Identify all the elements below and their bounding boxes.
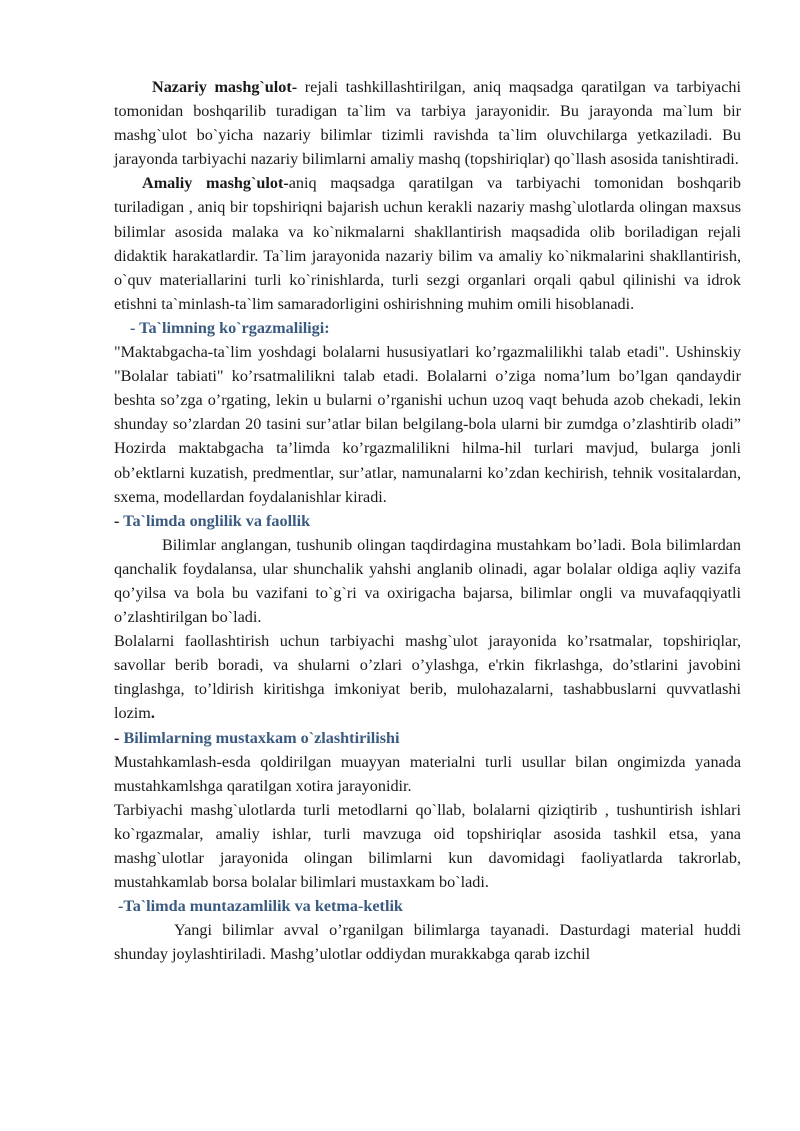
paragraph-text: Bolalarni faollashtirish uchun tarbiyachi mashg`ulot jarayonida ko’rsatmalar, topshiriqlar, savollar berib boradi, va shularni o’zlari o’ylashga, e'rkin fikrlashga, do’stlarini javobini tinglashga, to’ldirish kiritishga imkoniyat berib, mulohazalarni, tashabbuslarni quvvatlashi lozim [114, 632, 741, 723]
paragraph-faollashtirish [114, 629, 741, 725]
section-heading-muntazamlilik [114, 894, 741, 918]
heading-text: Bilimlarning mustaxkam o`zlashtirilishi [123, 728, 400, 747]
paragraph-mustahkamlash: Mustahkamlash-esda qoldirilgan muayyan materialni turli usullar bilan ongimizda yanada mustahkamlshga qaratilgan xotira jarayonidir. [114, 752, 741, 795]
section-heading-korgazmalilik [114, 316, 741, 340]
document-page [114, 75, 741, 966]
heading-dash: - [114, 728, 124, 747]
section-heading-mustaxkam [114, 726, 741, 750]
heading-dash: - [118, 897, 124, 916]
paragraph-nazariy-mashgulot [114, 75, 741, 171]
heading-text: Ta`limda onglilik va faollik [123, 511, 311, 530]
paragraph-korgazmalilik: "Maktabgacha-ta`lim yoshdagi bolalarni hususiyatlari ko’rgazmalilikhi talab etadi". Ushinskiy "Bolalar tabiati" ko’rsatmalilikni talab etadi. Bolalarni o’ziga noma’lum bo’lgan qandaydir beshta so’zga o’rgating, lekin u bularni o’rganishi uchun uzoq vaqt behuda azob chekadi, lekin shunday so’zlardan 20 tasini sur’atlar bilan belgilang-bola ularni bir zumdga o’zlashtirib oladi” Hozirda maktabgacha ta’limda ko’rgazmalilikni hilma-hil turlari mavjud, bularga jonli ob’ektlarni kuzatish, predmentlar, sur’atlar, namunalarni ko’zdan kechirish, tehnik vositalardan, sxema, modellardan foydalanishlar kiradi. [114, 343, 741, 506]
paragraph-yangi-bilimlar: Yangi bilimlar avval o’rganilgan bilimlarga tayanadi. Dasturdagi material huddi shunday joylashtiriladi. Mashg’ulotlar oddiydan murakkabga qarab izchil [114, 921, 741, 964]
paragraph-end-period: . [150, 704, 155, 723]
term-nazariy-mashgulot: Nazariy mashg`ulot- [152, 78, 298, 96]
heading-dash: - [130, 318, 140, 337]
section-heading-onglilik-faollik [114, 509, 741, 533]
paragraph-tarbiyachi: Tarbiyachi mashg`ulotlarda turli metodlarni qo`llab, bolalarni qiziqtirib , tushuntirish ishlari ko`rgazmalar, amaliy ishlar, turli mavzuga oid topshiriqlar asosida tashkil etsa, yana mashg`ulotlar jarayonida olingan bilimlarni kun davomidagi faoliyatlarda takrorlab, mustahkamlab borsa bolalar bilimlari mustaxkam bo`ladi. [114, 800, 741, 892]
paragraph-onglilik: Bilimlar anglangan, tushunib olingan taqdirdagina mustahkam bo’ladi. Bola bilimlardan qanchalik foydalansa, ular shunchalik yahshi anglanib olinadi, agar bolalar oldiga aqliy vazifa qo’yilsa va bola bu vazifani to`g`ri va oxirigacha bajarsa, bilimlar ongli va muvafaqqiyatli o’zlashtirilgan bo`ladi. [114, 535, 741, 627]
term-amaliy-mashgulot: Amaliy mashg`ulot- [142, 174, 289, 193]
heading-dash: - [114, 511, 124, 530]
paragraph-amaliy-mashgulot [114, 171, 741, 316]
heading-text: Ta`limda muntazamlilik va ketma-ketlik [123, 897, 403, 916]
heading-text: Ta`limning ko`rgazmaliligi: [139, 318, 330, 337]
paragraph-text: rejali tashkillashtirilgan, aniq maqsadga qaratilgan va tarbiyachi tomonidan boshqarilib turadigan ta`lim va tarbiya jarayonidir. Bu jarayonda ma`lum bir mashg`ulot bo`yicha nazariy bilimlar tizimli ravishda ta`lim oluvchilarga yetkaziladi. Bu jarayonda tarbiyachi nazariy bilimlarni amaliy mashq (topshiriqlar) qo`llash asosida tanishtiradi. [114, 78, 742, 169]
paragraph-text: aniq maqsadga qaratilgan va tarbiyachi tomonidan boshqarib turiladigan , aniq bir topshiriqni bajarish uchun kerakli nazariy mashg`ulotlarda olingan maxsus bilimlar asosida malaka va ko`nikmalarni shakllantirish maqsadida olib boriladigan rejali didaktik harakatlardir. Ta`lim jarayonida nazariy bilim va amaliy ko`nikmalarini shakllantirish, o`quv materiallarini turli ko`rinishlarda, turli sezgi organlari orqali qabul qilinishi va idrok etishni ta`minlash-ta`lim samaradorligini oshirishning muhim omili hisoblanadi. [114, 174, 741, 313]
